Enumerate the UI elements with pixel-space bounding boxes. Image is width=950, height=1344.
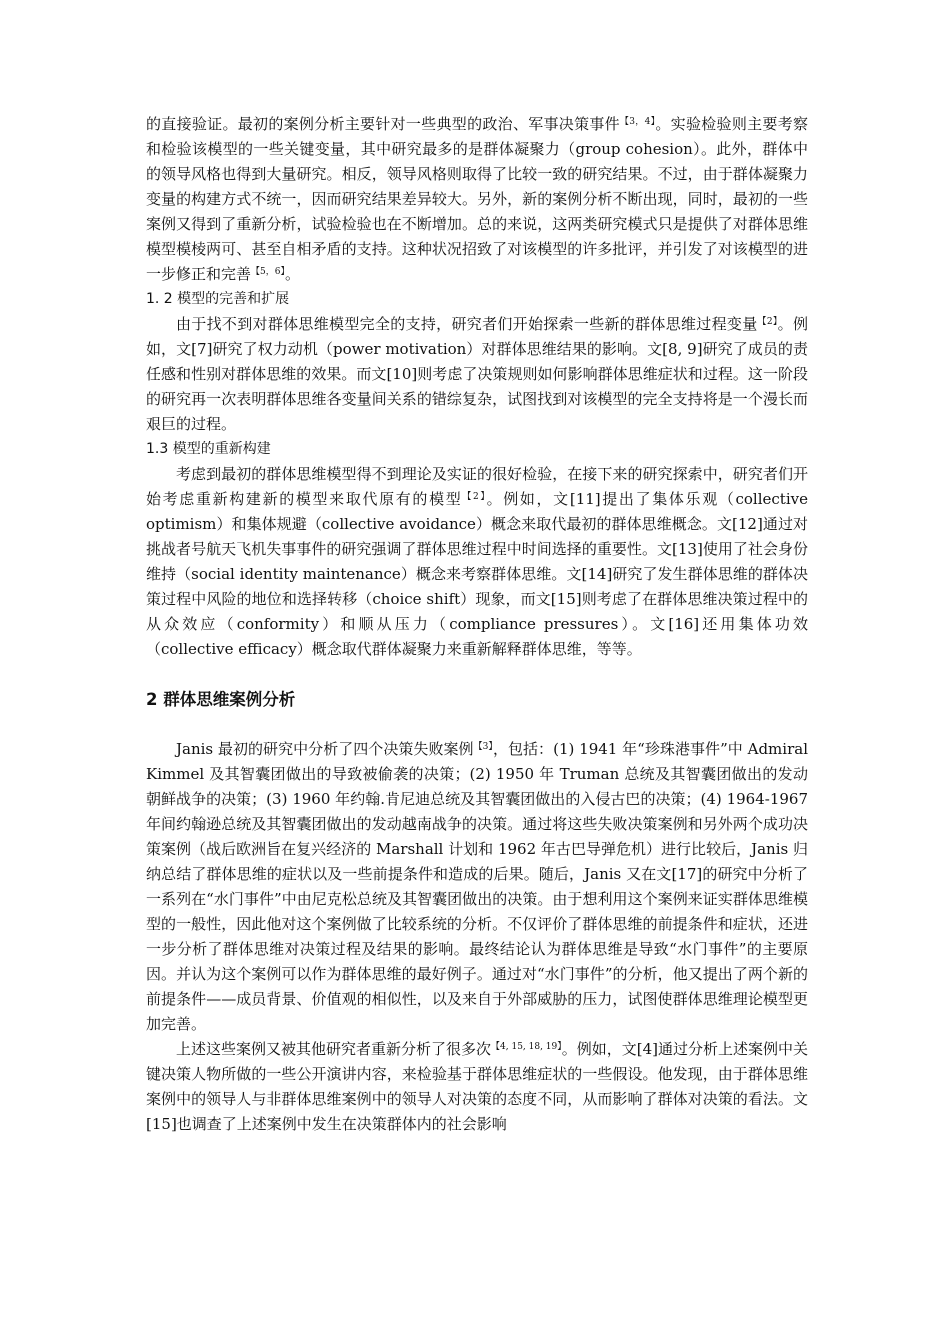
paragraph-text: 考虑到最初的群体思维模型得不到理论及实证的很好检验，在接下来的研究探索中，研究者们开始考虑重新构建新的模型来取代原有的模型 [146, 465, 808, 508]
subsection-heading-1-2: 1. 2 模型的完善和扩展 [146, 291, 290, 307]
section-heading-2: 2 群体思维案例分析 [146, 690, 296, 709]
citation: 【3】 [473, 742, 493, 752]
paragraph-text: 。 [284, 265, 300, 283]
paragraph-text: 。例如，文[7]研究了权力动机（power motivation）对群体思维结果的影响。文[8, 9]研究了成员的责任感和性别对群体思维的效果。而文[10]则考虑了决策规则如何影响群体思维症状和过程。这一阶段的研究再一次表明群体思维各变量间关系的错综复杂，试图找到对该模型的完全支持将是一个漫长而艰巨的过程。 [146, 315, 808, 433]
citation: 【4, 15, 18, 19】 [491, 1042, 562, 1052]
paragraph-text: Janis 最初的研究中分析了四个决策失败案例 [176, 740, 474, 758]
paragraph-text: 上述这些案例又被其他研究者重新分析了很多次 [176, 1040, 492, 1058]
paragraph-text: 。实验检验则主要考察和检验该模型的一些关键变量，其中研究最多的是群体凝聚力（group cohesion）。此外，群体中的领导风格也得到大量研究。相反，领导风格则取得了比较一致的研究结果。不过，由于群体凝聚力变量的构建方式不统一，因而研究结果差异较大。另外，新的案例分析不断出现，同时，最初的一些案例又得到了重新分析，试验检验也在不断增加。总的来说，这两类研究模式只是提供了对群体思维模型模棱两可、甚至自相矛盾的支持。这种状况招致了对该模型的许多批评，并引发了对该模型的进一步修正和完善 [146, 115, 808, 283]
subsection-heading-1-3: 1.3 模型的重新构建 [146, 441, 271, 457]
citation: 【2】 [757, 317, 778, 327]
paragraph-janis-cases [146, 737, 808, 1037]
paper-page [146, 112, 808, 1137]
paragraph-reanalysis [146, 1037, 808, 1137]
citation: 【5，6】 [251, 267, 285, 277]
citation: 【3，4】 [619, 117, 656, 127]
paragraph-model-testing [146, 112, 808, 287]
paragraph-text: ，包括：(1) 1941 年“珍珠港事件”中 Admiral Kimmel 及其智囊团做出的导致被偷袭的决策；(2) 1950 年 Truman 总统及其智囊团做出的发动朝鲜战争的决策；(3) 1960 年约翰.肯尼迪总统及其智囊团做出的入侵古巴的决策；(4) 1964-1967 年间约翰逊总统及其智囊团做出的发动越南战争的决策。通过将这些失败决策案例和另外两个成功决策案例（战后欧洲旨在复兴经济的 Marshall 计划和 1962 年古巴导弹危机）进行比较后，Janis 归纳总结了群体思维的症状以及一些前提条件和造成的后果。随后，Janis 又在文[17]的研究中分析了一系列在“水门事件”中由尼克松总统及其智囊团做出的决策。由于想利用这个案例来证实群体思维模型的一般性，因此他对这个案例做了比较系统的分析。不仅评价了群体思维的前提条件和症状，还进一步分析了群体思维对决策过程及结果的影响。最终结论认为群体思维是导致“水门事件”的主要原因。并认为这个案例可以作为群体思维的最好例子。通过对“水门事件”的分析，他又提出了两个新的前提条件——成员背景、价值观的相似性，以及来自于外部威胁的压力，试图使群体思维理论模型更加完善。 [146, 740, 808, 1033]
paragraph-text: 。例如，文[4]通过分析上述案例中关键决策人物所做的一些公开演讲内容，来检验基于群体思维症状的一些假设。他发现，由于群体思维案例中的领导人与非群体思维案例中的领导人对决策的态度不同，从而影响了群体对决策的看法。文[15]也调查了上述案例中发生在决策群体内的社会影响 [146, 1040, 809, 1133]
citation: 【2】 [462, 492, 487, 502]
paragraph-model-extension [146, 312, 808, 437]
paragraph-text: 由于找不到对群体思维模型完全的支持，研究者们开始探索一些新的群体思维过程变量 [176, 315, 758, 333]
paragraph-text: 的直接验证。最初的案例分析主要针对一些典型的政治、军事决策事件 [146, 115, 620, 133]
paragraph-model-rebuild [146, 462, 808, 662]
paragraph-text: 。例如，文[11]提出了集体乐观（collective optimism）和集体规避（collective avoidance）概念来取代最初的群体思维概念。文[12]通过对挑战者号航天飞机失事事件的研究强调了群体思维过程中时间选择的重要性。文[13]使用了社会身份维持（social identity maintenance）概念来考察群体思维。文[14]研究了发生群体思维的群体决策过程中风险的地位和选择转移（choice shift）现象，而文[15]则考虑了在群体思维决策过程中的从众效应（conformity）和顺从压力（compliance pressures）。文[16]还用集体功效（collective efficacy）概念取代群体凝聚力来重新解释群体思维，等等。 [146, 490, 808, 658]
